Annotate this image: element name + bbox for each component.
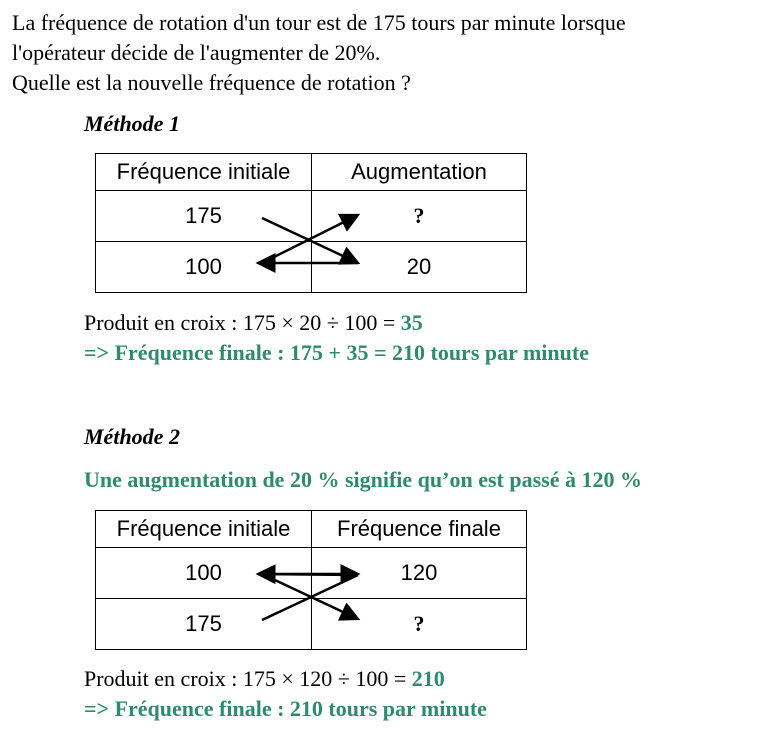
m2-product-result: 210: [411, 666, 445, 691]
m2-header-initial: Fréquence initiale: [96, 511, 312, 548]
intro-line-1: La fréquence de rotation d'un tour est de 175 tours par minute lorsque: [12, 10, 626, 35]
m1-header-initial: Fréquence initiale: [96, 154, 312, 191]
m1-cell-r1c2: ?: [312, 191, 527, 242]
m2-cell-r2c2: ?: [312, 599, 527, 650]
m1-cell-r2c1: 100: [96, 242, 312, 293]
method-2-title: Méthode 2: [84, 424, 180, 449]
m2-cell-r1c1: 100: [96, 548, 312, 599]
m2-arrow-back: [258, 574, 358, 575]
m1-cell-r2c2: 20: [312, 242, 527, 293]
m2-header-final: Fréquence finale: [312, 511, 527, 548]
m2-cell-r1c2: 120: [312, 548, 527, 599]
method-1-conclusion: => Fréquence finale : 175 + 35 = 210 tours par minute: [84, 340, 589, 365]
intro-line-2: l'opérateur décide de l'augmenter de 20%.: [12, 40, 381, 65]
m1-cell-r1c1: 175: [96, 191, 312, 242]
method-1-title: Méthode 1: [84, 111, 180, 136]
method-2-product: [84, 666, 445, 692]
m1-product-result: 35: [400, 310, 423, 335]
method-2-conclusion: => Fréquence finale : 210 tours par minute: [84, 696, 487, 721]
m2-cell-r2c1: 175: [96, 599, 312, 650]
m1-product-text: Produit en croix : 175 × 20 ÷ 100 =: [84, 310, 401, 335]
m1-header-augmentation: Augmentation: [312, 154, 527, 191]
m2-product-text: Produit en croix : 175 × 120 ÷ 100 =: [84, 666, 412, 691]
intro-line-3: Quelle est la nouvelle fréquence de rotation ?: [12, 70, 411, 95]
method-2-note: Une augmentation de 20 % signifie qu’on est passé à 120 %: [84, 467, 642, 492]
